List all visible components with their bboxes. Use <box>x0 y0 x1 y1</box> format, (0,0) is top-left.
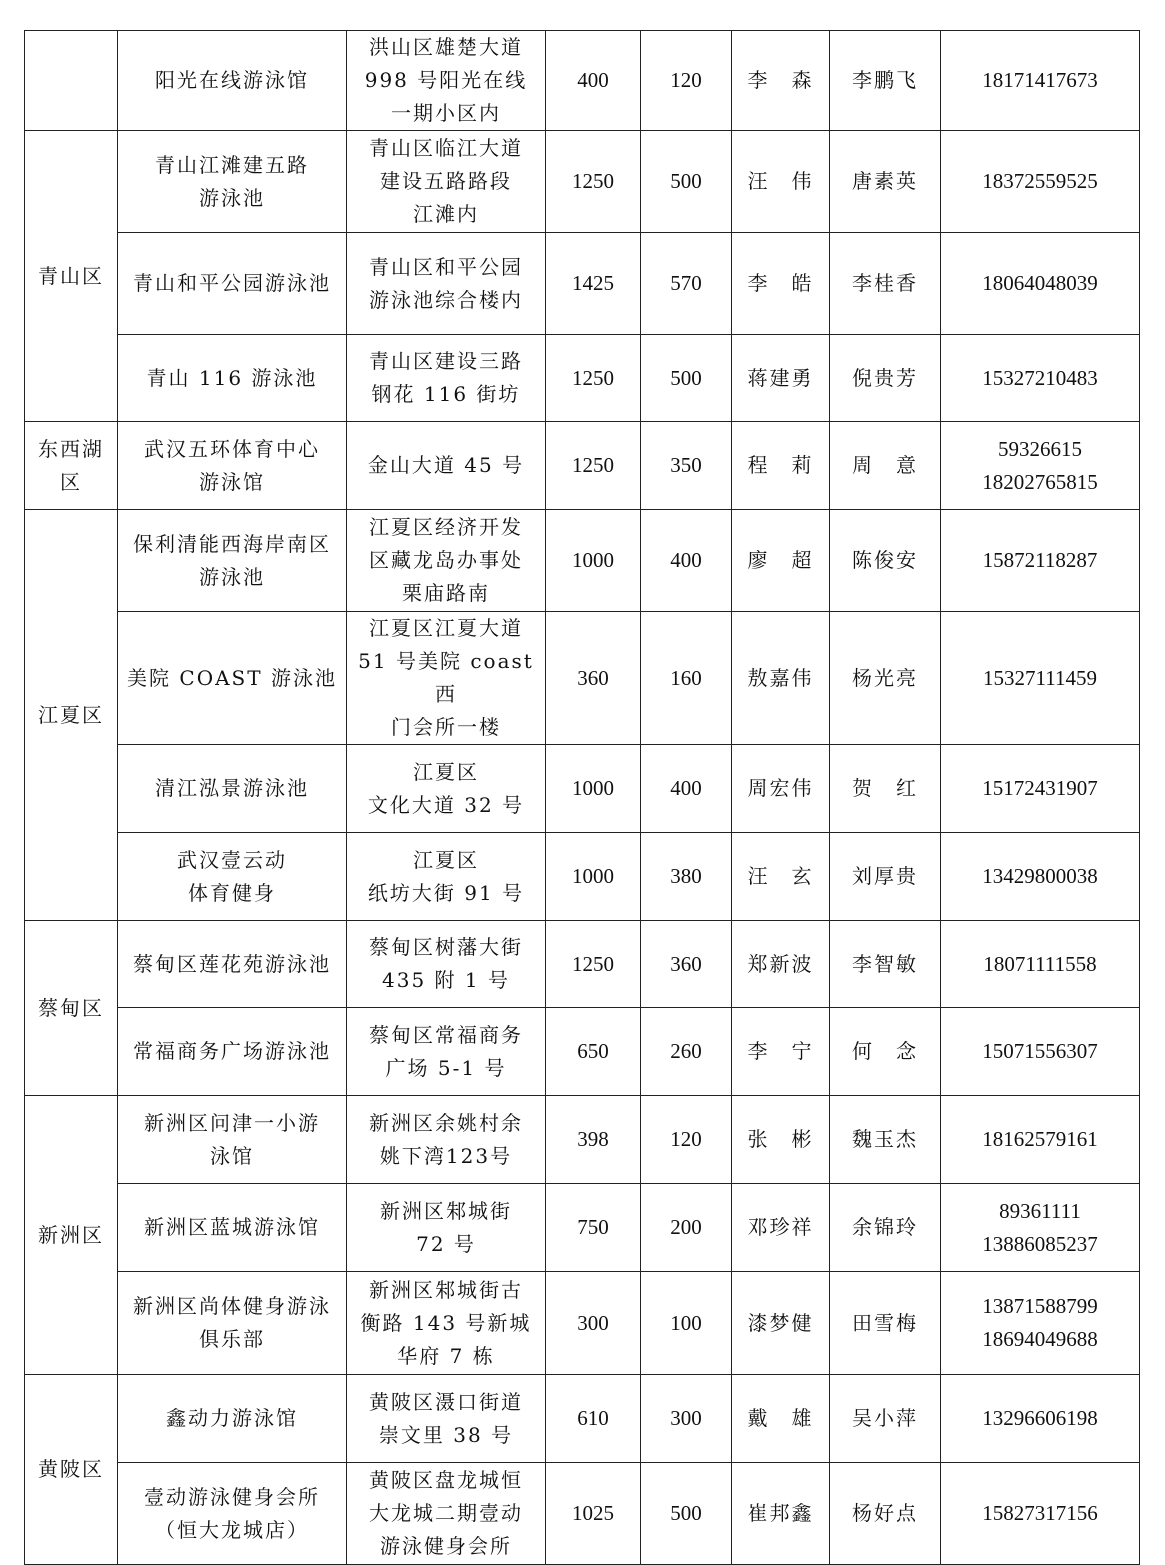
address-cell: 新洲区邾城街古 衡路 143 号新城 华府 7 栋 <box>347 1272 546 1375</box>
contact-cell: 崔邦鑫 <box>732 1463 830 1565</box>
address-cell: 江夏区江夏大道 51 号美院 coast 西 门会所一楼 <box>347 612 546 745</box>
venue-name-cell: 青山江滩建五路 游泳池 <box>118 131 347 233</box>
table-row <box>25 31 1140 131</box>
phone-cell: 89361111 13886085237 <box>941 1184 1140 1272</box>
contact-cell: 李 宁 <box>732 1008 830 1096</box>
contact-cell: 周宏伟 <box>732 745 830 833</box>
address-cell: 新洲区余姚村余 姚下湾123号 <box>347 1096 546 1184</box>
venue-name-cell: 青山 116 游泳池 <box>118 335 347 422</box>
venue-name-cell: 美院 COAST 游泳池 <box>118 612 347 745</box>
area-cell: 1250 <box>546 422 641 510</box>
contact-cell: 李 森 <box>732 31 830 131</box>
phone-cell: 15872118287 <box>941 510 1140 612</box>
area-cell: 1000 <box>546 745 641 833</box>
contact-cell: 陈俊安 <box>830 510 941 612</box>
contact-cell: 杨光亮 <box>830 612 941 745</box>
phone-cell: 18071111558 <box>941 921 1140 1008</box>
contact-cell: 戴 雄 <box>732 1375 830 1463</box>
phone-cell: 18372559525 <box>941 131 1140 233</box>
address-cell: 青山区临江大道 建设五路路段 江滩内 <box>347 131 546 233</box>
table-row <box>25 1096 1140 1184</box>
district-cell: 江夏区 <box>25 510 118 921</box>
contact-cell: 汪 玄 <box>732 833 830 921</box>
capacity-cell: 500 <box>641 131 732 233</box>
area-cell: 1250 <box>546 921 641 1008</box>
district-cell: 东西湖 区 <box>25 422 118 510</box>
phone-cell: 18064048039 <box>941 233 1140 335</box>
table-row <box>25 131 1140 233</box>
capacity-cell: 500 <box>641 1463 732 1565</box>
contact-cell: 田雪梅 <box>830 1272 941 1375</box>
contact-cell: 吴小萍 <box>830 1375 941 1463</box>
venue-name-cell: 清江泓景游泳池 <box>118 745 347 833</box>
phone-cell: 59326615 18202765815 <box>941 422 1140 510</box>
venue-name-cell: 保利清能西海岸南区 游泳池 <box>118 510 347 612</box>
venue-name-cell: 青山和平公园游泳池 <box>118 233 347 335</box>
address-cell: 新洲区邾城街 72 号 <box>347 1184 546 1272</box>
table-row <box>25 1008 1140 1096</box>
address-cell: 蔡甸区树藩大街 435 附 1 号 <box>347 921 546 1008</box>
address-cell: 青山区建设三路 钢花 116 街坊 <box>347 335 546 422</box>
venue-name-cell: 新洲区尚体健身游泳 俱乐部 <box>118 1272 347 1375</box>
address-cell: 江夏区 纸坊大街 91 号 <box>347 833 546 921</box>
phone-cell: 13296606198 <box>941 1375 1140 1463</box>
contact-cell: 李桂香 <box>830 233 941 335</box>
venue-name-cell: 常福商务广场游泳池 <box>118 1008 347 1096</box>
contact-cell: 余锦玲 <box>830 1184 941 1272</box>
capacity-cell: 570 <box>641 233 732 335</box>
contact-cell: 张 彬 <box>732 1096 830 1184</box>
venue-name-cell: 阳光在线游泳馆 <box>118 31 347 131</box>
phone-cell: 13429800038 <box>941 833 1140 921</box>
capacity-cell: 100 <box>641 1272 732 1375</box>
contact-cell: 唐素英 <box>830 131 941 233</box>
address-cell: 江夏区经济开发 区藏龙岛办事处 栗庙路南 <box>347 510 546 612</box>
phone-cell: 15327111459 <box>941 612 1140 745</box>
contact-cell: 敖嘉伟 <box>732 612 830 745</box>
contact-cell: 蒋建勇 <box>732 335 830 422</box>
address-cell: 金山大道 45 号 <box>347 422 546 510</box>
table-row <box>25 233 1140 335</box>
area-cell: 1000 <box>546 510 641 612</box>
capacity-cell: 350 <box>641 422 732 510</box>
phone-cell: 13871588799 18694049688 <box>941 1272 1140 1375</box>
venue-name-cell: 武汉壹云动 体育健身 <box>118 833 347 921</box>
capacity-cell: 400 <box>641 745 732 833</box>
table-row <box>25 335 1140 422</box>
contact-cell: 魏玉杰 <box>830 1096 941 1184</box>
table-row <box>25 510 1140 612</box>
table-row <box>25 612 1140 745</box>
table-row <box>25 1184 1140 1272</box>
table-row <box>25 1463 1140 1565</box>
venue-name-cell: 蔡甸区莲花苑游泳池 <box>118 921 347 1008</box>
phone-cell: 18171417673 <box>941 31 1140 131</box>
area-cell: 650 <box>546 1008 641 1096</box>
area-cell: 1425 <box>546 233 641 335</box>
venue-name-cell: 鑫动力游泳馆 <box>118 1375 347 1463</box>
contact-cell: 何 念 <box>830 1008 941 1096</box>
area-cell: 300 <box>546 1272 641 1375</box>
table-row <box>25 1272 1140 1375</box>
table-row <box>25 833 1140 921</box>
contact-cell: 汪 伟 <box>732 131 830 233</box>
contact-cell: 李 皓 <box>732 233 830 335</box>
area-cell: 1000 <box>546 833 641 921</box>
capacity-cell: 380 <box>641 833 732 921</box>
contact-cell: 贺 红 <box>830 745 941 833</box>
contact-cell: 廖 超 <box>732 510 830 612</box>
capacity-cell: 120 <box>641 31 732 131</box>
venue-name-cell: 武汉五环体育中心 游泳馆 <box>118 422 347 510</box>
address-cell: 黄陂区滠口街道 崇文里 38 号 <box>347 1375 546 1463</box>
address-cell: 黄陂区盘龙城恒 大龙城二期壹动 游泳健身会所 <box>347 1463 546 1565</box>
area-cell: 400 <box>546 31 641 131</box>
area-cell: 610 <box>546 1375 641 1463</box>
contact-cell: 邓珍祥 <box>732 1184 830 1272</box>
venue-name-cell: 壹动游泳健身会所 （恒大龙城店） <box>118 1463 347 1565</box>
area-cell: 1250 <box>546 335 641 422</box>
table-row <box>25 745 1140 833</box>
contact-cell: 程 莉 <box>732 422 830 510</box>
address-cell: 江夏区 文化大道 32 号 <box>347 745 546 833</box>
capacity-cell: 400 <box>641 510 732 612</box>
capacity-cell: 120 <box>641 1096 732 1184</box>
capacity-cell: 500 <box>641 335 732 422</box>
address-cell: 青山区和平公园 游泳池综合楼内 <box>347 233 546 335</box>
venue-name-cell: 新洲区蓝城游泳馆 <box>118 1184 347 1272</box>
table-row <box>25 921 1140 1008</box>
area-cell: 1250 <box>546 131 641 233</box>
capacity-cell: 360 <box>641 921 732 1008</box>
phone-cell: 18162579161 <box>941 1096 1140 1184</box>
phone-cell: 15172431907 <box>941 745 1140 833</box>
contact-cell: 刘厚贵 <box>830 833 941 921</box>
area-cell: 1025 <box>546 1463 641 1565</box>
area-cell: 360 <box>546 612 641 745</box>
table-row <box>25 422 1140 510</box>
address-cell: 洪山区雄楚大道 998 号阳光在线 一期小区内 <box>347 31 546 131</box>
contact-cell: 李智敏 <box>830 921 941 1008</box>
phone-cell: 15071556307 <box>941 1008 1140 1096</box>
contact-cell: 漆梦健 <box>732 1272 830 1375</box>
phone-cell: 15827317156 <box>941 1463 1140 1565</box>
contact-cell: 杨好点 <box>830 1463 941 1565</box>
contact-cell: 周 意 <box>830 422 941 510</box>
contact-cell: 郑新波 <box>732 921 830 1008</box>
address-cell: 蔡甸区常福商务 广场 5-1 号 <box>347 1008 546 1096</box>
venue-table <box>24 30 1140 1565</box>
contact-cell: 李鹏飞 <box>830 31 941 131</box>
capacity-cell: 160 <box>641 612 732 745</box>
district-cell: 蔡甸区 <box>25 921 118 1096</box>
capacity-cell: 260 <box>641 1008 732 1096</box>
phone-cell: 15327210483 <box>941 335 1140 422</box>
area-cell: 398 <box>546 1096 641 1184</box>
table-row <box>25 1375 1140 1463</box>
district-cell: 青山区 <box>25 131 118 422</box>
venue-name-cell: 新洲区问津一小游 泳馆 <box>118 1096 347 1184</box>
area-cell: 750 <box>546 1184 641 1272</box>
capacity-cell: 200 <box>641 1184 732 1272</box>
district-cell: 新洲区 <box>25 1096 118 1375</box>
district-cell <box>25 31 118 131</box>
capacity-cell: 300 <box>641 1375 732 1463</box>
contact-cell: 倪贵芳 <box>830 335 941 422</box>
district-cell: 黄陂区 <box>25 1375 118 1565</box>
